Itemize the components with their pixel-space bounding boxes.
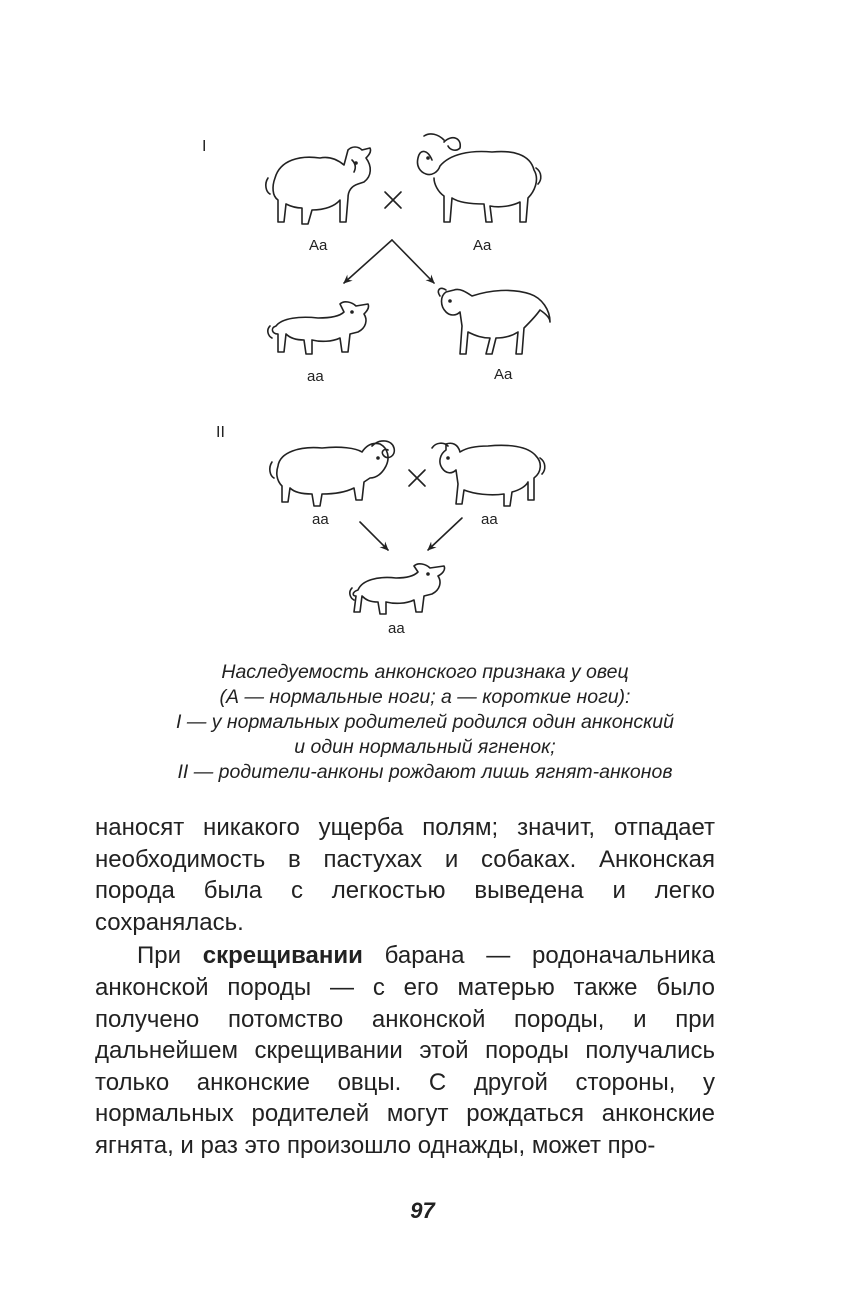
lamb-ancon-offspring-left — [268, 302, 369, 354]
body-text — [95, 812, 715, 1162]
genotype-label-parent2-right: aa — [481, 511, 498, 528]
genotype-label-parent-right: Aa — [473, 237, 492, 254]
bold-term: скрещивании — [202, 942, 363, 970]
caption-line: II — родители-анконы рождают лишь ягнят-анконов — [177, 761, 673, 783]
caption-line: Наследуемость анконского признака у овец — [221, 661, 629, 683]
ewe-normal-parent-left — [266, 147, 371, 224]
caption-line: (А — нормальные ноги; а — короткие ноги): — [219, 686, 631, 708]
cross-mark-1 — [385, 192, 401, 208]
page-number: 97 — [410, 1198, 435, 1223]
genotype-label-offspring2: aa — [388, 620, 405, 637]
arrow-to-offspring-right — [392, 240, 434, 283]
lamb-normal-offspring-right — [438, 288, 550, 354]
ram-ancon-parent-left — [270, 441, 394, 506]
caption-line: и один нормальный ягненок; — [294, 736, 556, 758]
caption-line: I — у нормальных родителей родился один анконский — [176, 711, 674, 733]
ram-normal-parent-right — [417, 134, 540, 222]
lamb-ancon-offspring — [350, 564, 445, 614]
paragraph-crossing — [95, 940, 715, 1161]
arrow-to-offspring-left — [344, 240, 392, 283]
cross-mark-2 — [409, 470, 425, 486]
part-2-numeral: II — [216, 424, 225, 441]
genotype-label-parent2-left: aa — [312, 511, 329, 528]
paragraph-text-start: При — [137, 942, 203, 970]
arrow-from-left-parent — [360, 522, 388, 550]
paragraph-continued: наносят никакого ущерба полям; значит, отпадает необходимость в пастухах и собаках. Анконская порода была с легкостью выведена и легко сохранялась. — [95, 814, 715, 936]
ewe-ancon-parent-right — [432, 443, 545, 506]
genotype-label-offspring-right: Aa — [494, 366, 513, 383]
figure-caption — [100, 660, 750, 785]
part-1-numeral: I — [202, 138, 207, 155]
arrow-from-right-parent — [428, 518, 462, 550]
genotype-label-offspring-left: aa — [307, 368, 324, 385]
paragraph-text-rest: барана — родоначальника анконской породы — с его матерью также было получено потомство анконской породы, и при дальнейшем скрещивании этой породы получались только анконские овцы. С другой стороны, у нормальных родителей могут рождаться анконские ягнята, и раз это произошло однажды, может про- — [95, 942, 715, 1159]
genotype-label-parent-left: Aa — [309, 237, 328, 254]
